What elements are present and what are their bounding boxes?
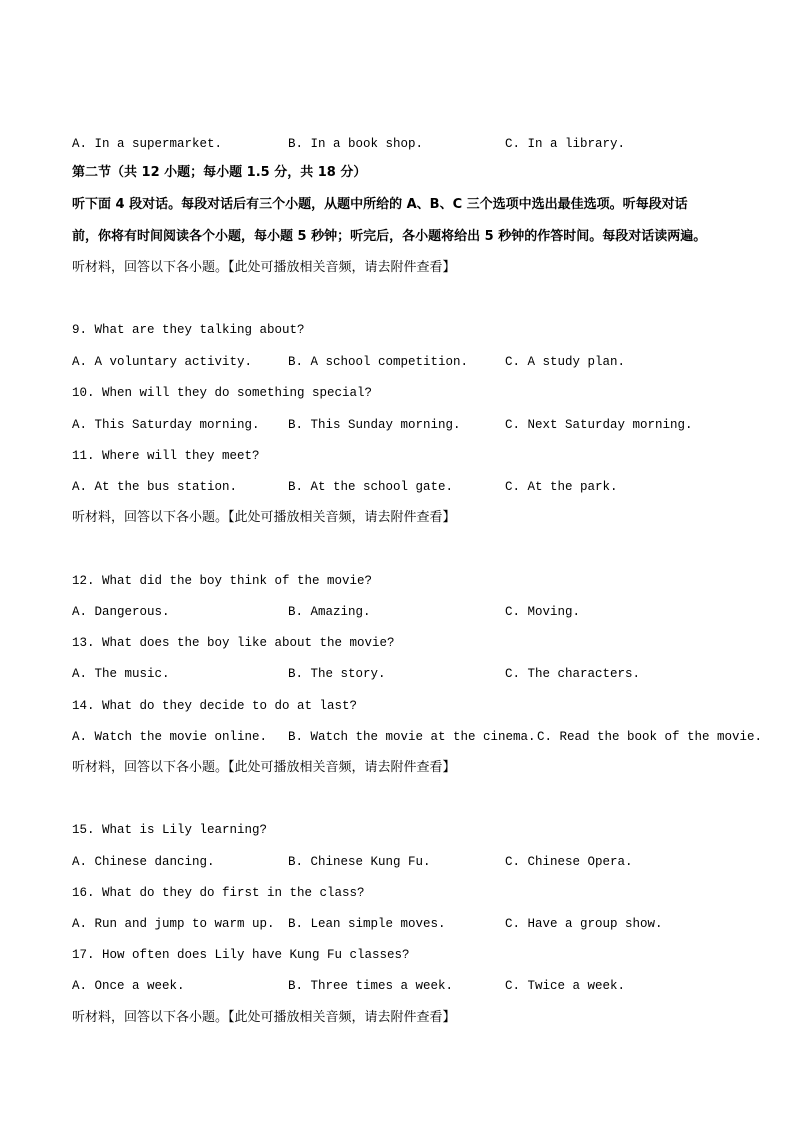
question-9-option-b: B. A school competition. [288, 355, 469, 369]
question-17: 17. How often does Lily have Kung Fu classes? [72, 948, 410, 962]
question-16: 16. What do they do first in the class? [72, 886, 365, 900]
question-11-option-a: A. At the bus station. [72, 480, 238, 494]
q8-option-b: B. In a book shop. [288, 137, 424, 151]
question-14-option-c: C. Read the book of the movie. [537, 730, 763, 744]
question-15-option-c: C. Chinese Opera. [505, 855, 633, 869]
question-14-option-a: A. Watch the movie online. [72, 730, 268, 744]
question-10: 10. When will they do something special? [72, 386, 373, 400]
question-9-option-a: A. A voluntary activity. [72, 355, 253, 369]
question-14-option-b: B. Watch the movie at the cinema. [288, 730, 536, 744]
question-12: 12. What did the boy think of the movie? [72, 574, 373, 588]
q8-option-a: A. In a supermarket. [72, 137, 223, 151]
q8-option-c: C. In a library. [505, 137, 626, 151]
question-13-option-b: B. The story. [288, 667, 386, 681]
question-16-option-b: B. Lean simple moves. [288, 917, 446, 931]
audio-note: 听材料，回答以下各小题。【此处可播放相关音频，请去附件查看】 [72, 760, 456, 775]
question-14: 14. What do they decide to do at last? [72, 699, 358, 713]
section-instruction-line-1: 听下面 4 段对话。每段对话后有三个小题，从题中所给的 A、B、C 三个选项中选出最佳选项。听每段对话 [72, 197, 688, 212]
section-instruction-line-2: 前，你将有时间阅读各个小题，每小题 5 秒钟；听完后，各小题将给出 5 秒钟的作答时间。每段对话读两遍。 [72, 229, 707, 244]
question-13: 13. What does the boy like about the movie? [72, 636, 395, 650]
question-9-option-c: C. A study plan. [505, 355, 626, 369]
question-15: 15. What is Lily learning? [72, 823, 268, 837]
question-10-option-c: C. Next Saturday morning. [505, 418, 693, 432]
question-17-option-a: A. Once a week. [72, 979, 185, 993]
audio-note: 听材料，回答以下各小题。【此处可播放相关音频，请去附件查看】 [72, 1010, 456, 1025]
question-13-option-c: C. The characters. [505, 667, 641, 681]
question-17-option-c: C. Twice a week. [505, 979, 626, 993]
question-11-option-c: C. At the park. [505, 480, 618, 494]
question-10-option-b: B. This Sunday morning. [288, 418, 461, 432]
question-11: 11. Where will they meet? [72, 449, 260, 463]
audio-note: 听材料，回答以下各小题。【此处可播放相关音频，请去附件查看】 [72, 510, 456, 525]
section-heading: 第二节（共 12 小题；每小题 1.5 分，共 18 分） [72, 165, 367, 180]
question-12-option-c: C. Moving. [505, 605, 581, 619]
audio-note: 听材料，回答以下各小题。【此处可播放相关音频，请去附件查看】 [72, 260, 456, 275]
question-9: 9. What are they talking about? [72, 323, 305, 337]
question-10-option-a: A. This Saturday morning. [72, 418, 260, 432]
question-12-option-a: A. Dangerous. [72, 605, 170, 619]
question-11-option-b: B. At the school gate. [288, 480, 454, 494]
question-16-option-c: C. Have a group show. [505, 917, 663, 931]
question-17-option-b: B. Three times a week. [288, 979, 454, 993]
question-16-option-a: A. Run and jump to warm up. [72, 917, 275, 931]
question-15-option-a: A. Chinese dancing. [72, 855, 215, 869]
question-12-option-b: B. Amazing. [288, 605, 371, 619]
question-13-option-a: A. The music. [72, 667, 170, 681]
question-15-option-b: B. Chinese Kung Fu. [288, 855, 431, 869]
